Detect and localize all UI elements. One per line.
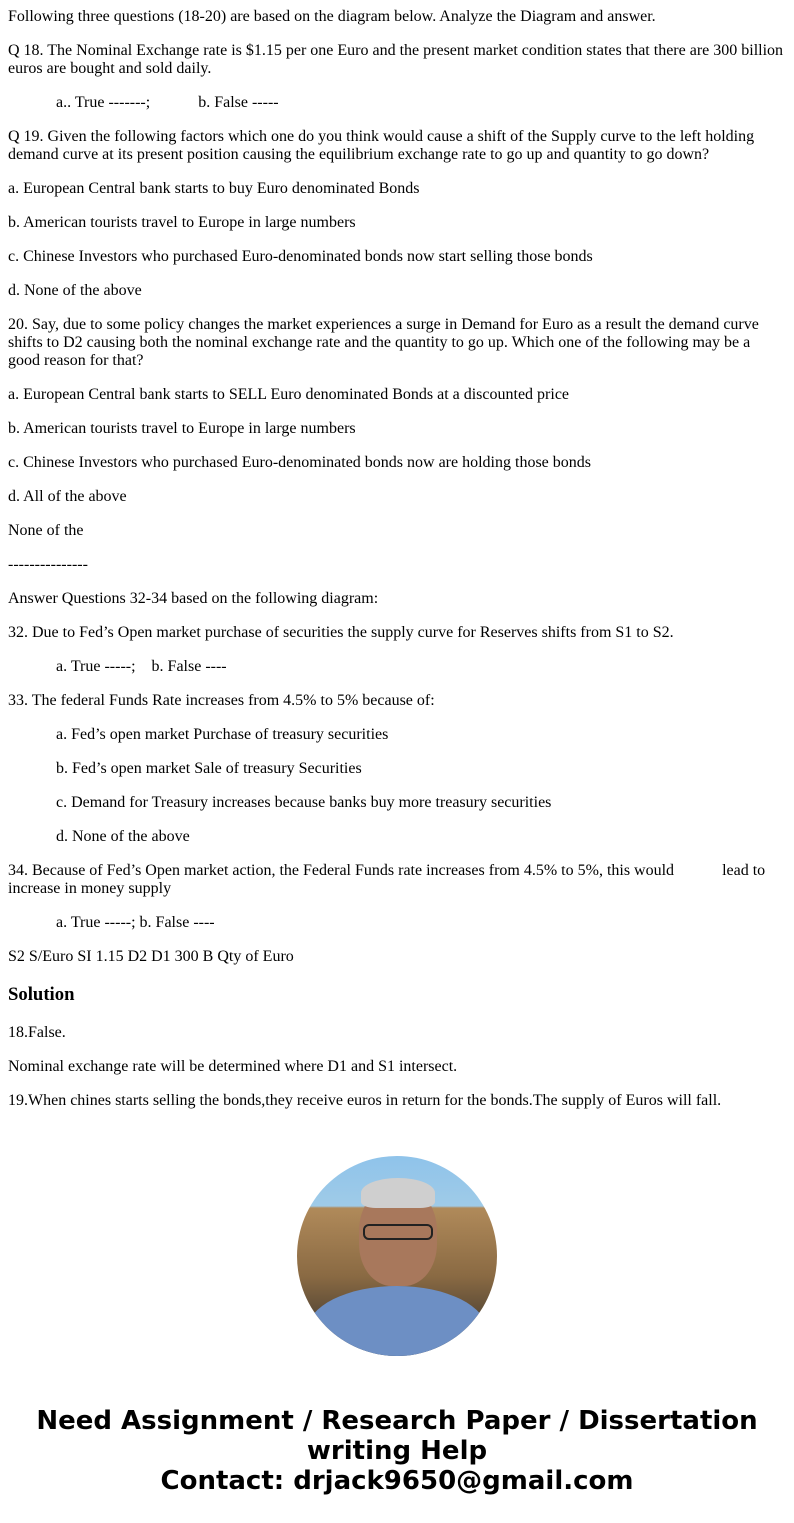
document [8, 8, 786, 1496]
q19-text: Q 19. Given the following factors which one do you think would cause a shift of the Supply curve to the left holding demand curve at its present position causing the equilibrium exchange rate to go up and quantity to go down? [8, 128, 755, 163]
q20-option: None of the [8, 522, 84, 539]
q33-option: c. Demand for Treasury increases because banks buy more treasury securities [56, 794, 552, 811]
q19-option: b. American tourists travel to Europe in large numbers [8, 214, 356, 231]
q34-text-b: lead to increase in money supply [8, 862, 766, 897]
intro2-text: Answer Questions 32-34 based on the following diagram: [8, 590, 379, 607]
solution-line: 19.When chines starts selling the bonds,they receive euros in return for the bonds.The supply of Euros will fall. [8, 1092, 722, 1109]
avatar [297, 1156, 497, 1356]
intro-text: Following three questions (18-20) are based on the diagram below. Analyze the Diagram and answer. [8, 8, 656, 25]
q34-text [8, 862, 786, 898]
q20-option: d. All of the above [8, 488, 127, 505]
footer-contact: Contact: drjack9650@gmail.com [160, 1466, 634, 1496]
q18-option-b: b. False ----- [198, 94, 279, 111]
q33-option: b. Fed’s open market Sale of treasury Securities [56, 760, 362, 777]
q20-text: 20. Say, due to some policy changes the market experiences a surge in Demand for Euro as a result the demand curve shifts to D2 causing both the nominal exchange rate and the quantity to go up. Which one of the following may be a good reason for that? [8, 316, 759, 369]
q33-option: d. None of the above [56, 828, 190, 845]
q34-options: a. True -----; b. False ---- [56, 914, 215, 931]
solution-line: 18.False. [8, 1024, 66, 1041]
q18-options [8, 94, 786, 112]
diagram-labels: S2 S/Euro SI 1.15 D2 D1 300 B Qty of Euro [8, 948, 294, 965]
footer-line-1: Need Assignment / Research Paper / Dissertation writing Help [36, 1406, 758, 1466]
q32-option-b: b. False ---- [151, 658, 227, 675]
q32-text: 32. Due to Fed’s Open market purchase of securities the supply curve for Reserves shifts from S1 to S2. [8, 624, 674, 641]
q19-option: d. None of the above [8, 282, 142, 299]
avatar-hair [361, 1178, 435, 1208]
avatar-glasses [363, 1224, 433, 1240]
q32-options [8, 658, 786, 676]
q33-text: 33. The federal Funds Rate increases from 4.5% to 5% because of: [8, 692, 435, 709]
solution-line: Nominal exchange rate will be determined where D1 and S1 intersect. [8, 1058, 458, 1075]
q20-option: b. American tourists travel to Europe in large numbers [8, 420, 356, 437]
solution-heading: Solution [8, 984, 75, 1005]
q34-text-a: 34. Because of Fed’s Open market action, the Federal Funds rate increases from 4.5% to 5%, this would [8, 862, 675, 879]
avatar-container [8, 1156, 786, 1356]
q20-option: a. European Central bank starts to SELL Euro denominated Bonds at a discounted price [8, 386, 570, 403]
q19-option: c. Chinese Investors who purchased Euro-denominated bonds now start selling those bonds [8, 248, 593, 265]
avatar-shirt [307, 1286, 487, 1356]
footer-banner [8, 1406, 786, 1496]
q18-text: Q 18. The Nominal Exchange rate is $1.15 per one Euro and the present market condition states that there are 300 billion euros are bought and sold daily. [8, 42, 784, 77]
q32-option-a: a. True -----; [56, 658, 136, 675]
separator: --------------- [8, 556, 88, 573]
q19-option: a. European Central bank starts to buy Euro denominated Bonds [8, 180, 420, 197]
q18-option-a: a.. True -------; [56, 94, 151, 111]
q20-option: c. Chinese Investors who purchased Euro-denominated bonds now are holding those bonds [8, 454, 591, 471]
q33-option: a. Fed’s open market Purchase of treasury securities [56, 726, 389, 743]
